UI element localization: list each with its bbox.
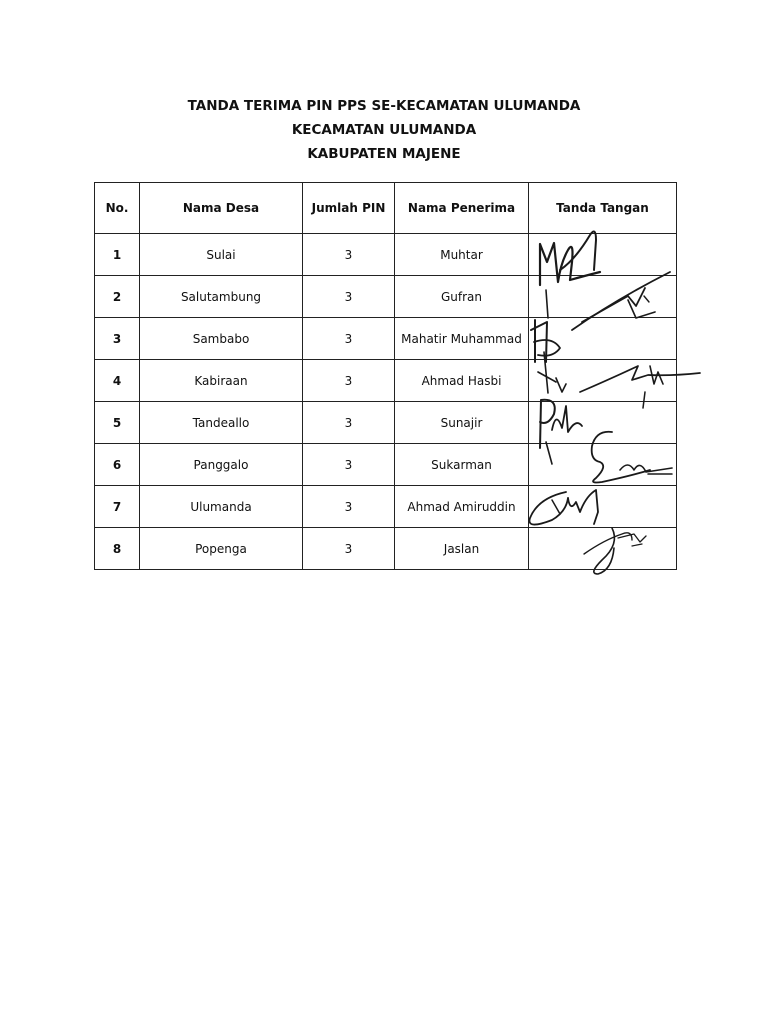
table-header-row — [95, 183, 677, 234]
cell-nama-desa: Ulumanda — [140, 486, 303, 528]
table-row — [95, 444, 677, 486]
title-line-2: KECAMATAN ULUMANDA — [291, 122, 477, 138]
cell-nama-desa: Kabiraan — [140, 360, 303, 402]
cell-signature — [529, 318, 677, 360]
table-row — [95, 234, 677, 276]
cell-no: 5 — [95, 402, 140, 444]
cell-jumlah-pin: 3 — [303, 234, 395, 276]
cell-nama-penerima: Muhtar — [395, 234, 529, 276]
cell-nama-desa: Tandeallo — [140, 402, 303, 444]
document-title — [0, 94, 768, 166]
header-nama-penerima: Nama Penerima — [395, 183, 529, 234]
cell-no: 1 — [95, 234, 140, 276]
cell-nama-penerima: Jaslan — [395, 528, 529, 570]
table-row — [95, 402, 677, 444]
cell-no: 6 — [95, 444, 140, 486]
cell-no: 4 — [95, 360, 140, 402]
cell-nama-desa: Panggalo — [140, 444, 303, 486]
cell-no: 7 — [95, 486, 140, 528]
cell-jumlah-pin: 3 — [303, 276, 395, 318]
title-line-1: TANDA TERIMA PIN PPS SE-KECAMATAN ULUMANDA — [187, 98, 581, 114]
table-row — [95, 360, 677, 402]
cell-nama-desa: Sambabo — [140, 318, 303, 360]
table-row — [95, 486, 677, 528]
cell-nama-penerima: Ahmad Amiruddin — [395, 486, 529, 528]
cell-nama-desa: Salutambung — [140, 276, 303, 318]
cell-nama-penerima: Sukarman — [395, 444, 529, 486]
table-row — [95, 318, 677, 360]
cell-no: 3 — [95, 318, 140, 360]
header-no: No. — [95, 183, 140, 234]
cell-signature — [529, 444, 677, 486]
cell-signature — [529, 234, 677, 276]
cell-nama-desa: Popenga — [140, 528, 303, 570]
cell-jumlah-pin: 3 — [303, 486, 395, 528]
title-line-3: KABUPATEN MAJENE — [307, 146, 461, 162]
pin-receipt-table — [94, 182, 677, 570]
cell-jumlah-pin: 3 — [303, 402, 395, 444]
cell-nama-penerima: Sunajir — [395, 402, 529, 444]
table-row — [95, 528, 677, 570]
cell-nama-penerima: Mahatir Muhammad — [395, 318, 529, 360]
cell-nama-penerima: Ahmad Hasbi — [395, 360, 529, 402]
cell-nama-penerima: Gufran — [395, 276, 529, 318]
cell-nama-desa: Sulai — [140, 234, 303, 276]
cell-jumlah-pin: 3 — [303, 318, 395, 360]
cell-signature — [529, 486, 677, 528]
cell-signature — [529, 276, 677, 318]
table-row — [95, 276, 677, 318]
cell-no: 8 — [95, 528, 140, 570]
cell-no: 2 — [95, 276, 140, 318]
header-tanda-tangan: Tanda Tangan — [529, 183, 677, 234]
cell-jumlah-pin: 3 — [303, 360, 395, 402]
cell-signature — [529, 402, 677, 444]
header-jumlah-pin: Jumlah PIN — [303, 183, 395, 234]
header-nama-desa: Nama Desa — [140, 183, 303, 234]
cell-signature — [529, 528, 677, 570]
cell-signature — [529, 360, 677, 402]
cell-jumlah-pin: 3 — [303, 528, 395, 570]
cell-jumlah-pin: 3 — [303, 444, 395, 486]
